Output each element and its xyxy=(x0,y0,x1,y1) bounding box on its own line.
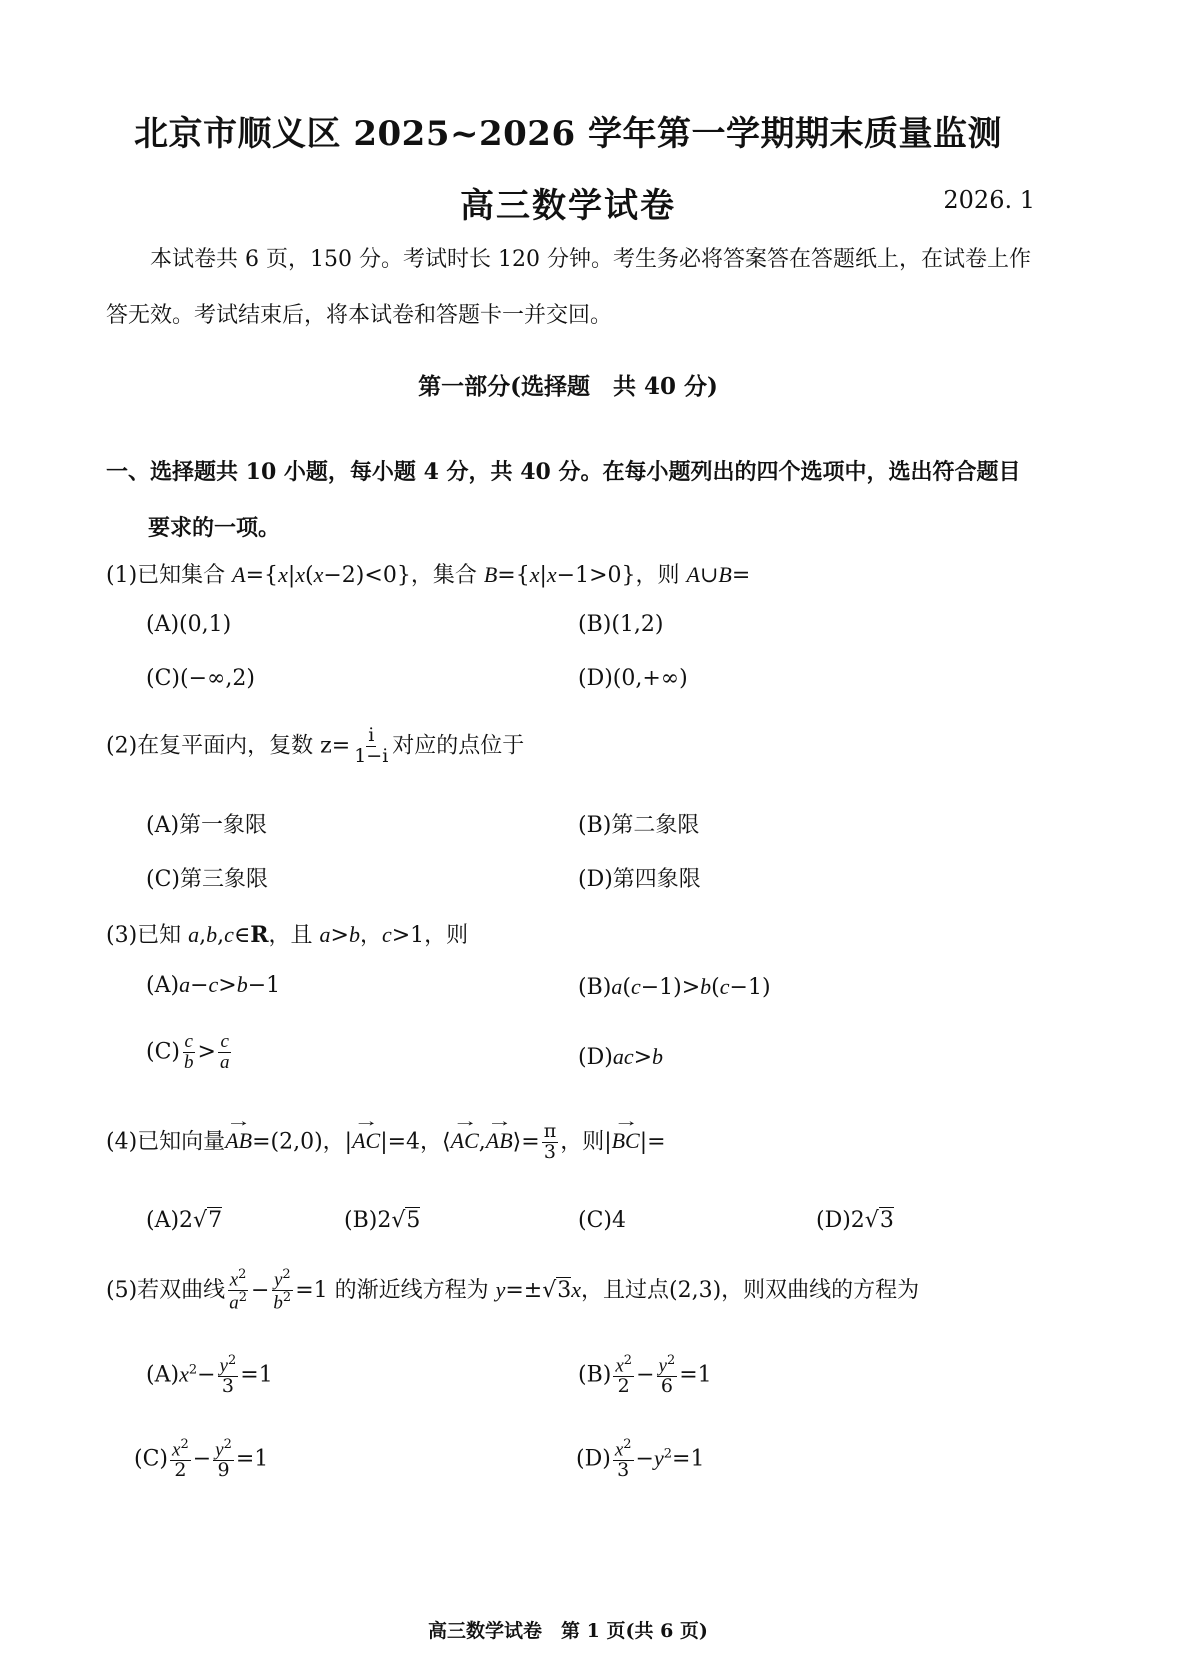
exam-title: 北京市顺义区 2025~2026 学年第一学期期末质量监测 xyxy=(134,114,1002,154)
q4-option-d: (D)2√3 xyxy=(816,1208,894,1233)
q2-option-d: (D)第四象限 xyxy=(578,867,701,892)
section-line-2: 要求的一项。 xyxy=(148,515,281,541)
q3-option-a: (A)a−c>b−1 xyxy=(146,972,281,998)
question-1-stem: (1)已知集合 A={x|x(x−2)<0}，集合 B={x|x−1>0}，则 A∪B= xyxy=(106,562,751,588)
question-number: (3) xyxy=(106,923,138,948)
part-title: 第一部分(选择题 共 40 分) xyxy=(418,373,718,400)
q1-option-a: (A)(0,1) xyxy=(146,612,232,637)
question-2-stem xyxy=(106,726,524,767)
exam-subtitle: 高三数学试卷 xyxy=(460,186,676,226)
q4-option-a: (A)2√7 xyxy=(146,1208,223,1233)
q5-option-b: (B) $\frac{x^2}{2}$ − $\frac{y^2}{6}$ =1 xyxy=(578,1353,712,1398)
stem-text: 在复平面内，复数 z= xyxy=(137,733,351,759)
q2-option-a: (A)第一象限 xyxy=(146,813,268,838)
question-number: (5) xyxy=(106,1277,138,1303)
q3-option-c: (C) $\frac{c}{b}$ > $\frac{c}{a}$ xyxy=(146,1031,230,1073)
section-instructions xyxy=(106,444,1036,556)
q2-option-c: (C)第三象限 xyxy=(146,867,268,892)
q2-option-b: (B)第二象限 xyxy=(578,813,700,838)
question-number: (2) xyxy=(106,733,138,759)
q5-option-d: (D) $\frac{x^2}{3}$ $-y^2=1$ xyxy=(576,1437,705,1482)
question-5-stem: (5)若双曲线 $\frac{x^2}{a^2}$ − $\frac{y^2}{b^2}$ =1 的渐近线方程为 y=±√3x，且过点(2,3)，则双曲线的方程为 xyxy=(106,1267,920,1314)
exam-instructions: 本试卷共 6 页，150 分。考试时长 120 分钟。考生务必将答案答在答题纸上，在试卷上作答无效。考试结束后，将本试卷和答题卡一并交回。 xyxy=(106,247,1031,328)
q5-option-a: $(A)x^2-$ $\frac{y^2}{3}$ =1 xyxy=(146,1353,273,1398)
numerator: i xyxy=(368,724,375,746)
q1-option-b: (B)(1,2) xyxy=(578,612,664,637)
question-number: (4) xyxy=(106,1129,138,1155)
exam-date: 2026. 1 xyxy=(943,186,1035,214)
q4-option-b: (B)2√5 xyxy=(344,1208,421,1233)
q1-option-c: (C)(−∞,2) xyxy=(146,666,255,691)
section-line-1: 一、选择题共 10 小题，每小题 4 分，共 40 分。在每小题列出的四个选项中，选出符合题目 xyxy=(106,459,1021,485)
q5-option-c: (C) $\frac{x^2}{2}$ − $\frac{y^2}{9}$ =1 xyxy=(134,1437,269,1482)
page-footer: 高三数学试卷 第 1 页(共 6 页) xyxy=(428,1620,708,1642)
q3-option-b: (B)a(c−1)>b(c−1) xyxy=(578,974,771,1000)
stem-text: 对应的点位于 xyxy=(392,733,525,759)
question-4-stem: (4)已知向量→ AB=(2,0)，|→ AC|=4，⟨→ AC,→ AB⟩= $\frac{\pi}{3}$ ，则|→ BC|= xyxy=(106,1122,666,1163)
fraction xyxy=(352,726,390,767)
question-number: (1) xyxy=(106,563,138,588)
question-3-stem: (3)已知 a,b,c∈R，且 a>b，c>1，则 xyxy=(106,922,469,948)
denominator: 1−i xyxy=(354,744,389,767)
q1-option-d: (D)(0,+∞) xyxy=(578,666,688,691)
q4-option-c: (C)4 xyxy=(578,1208,626,1233)
q3-option-d: (D)ac>b xyxy=(578,1044,664,1070)
